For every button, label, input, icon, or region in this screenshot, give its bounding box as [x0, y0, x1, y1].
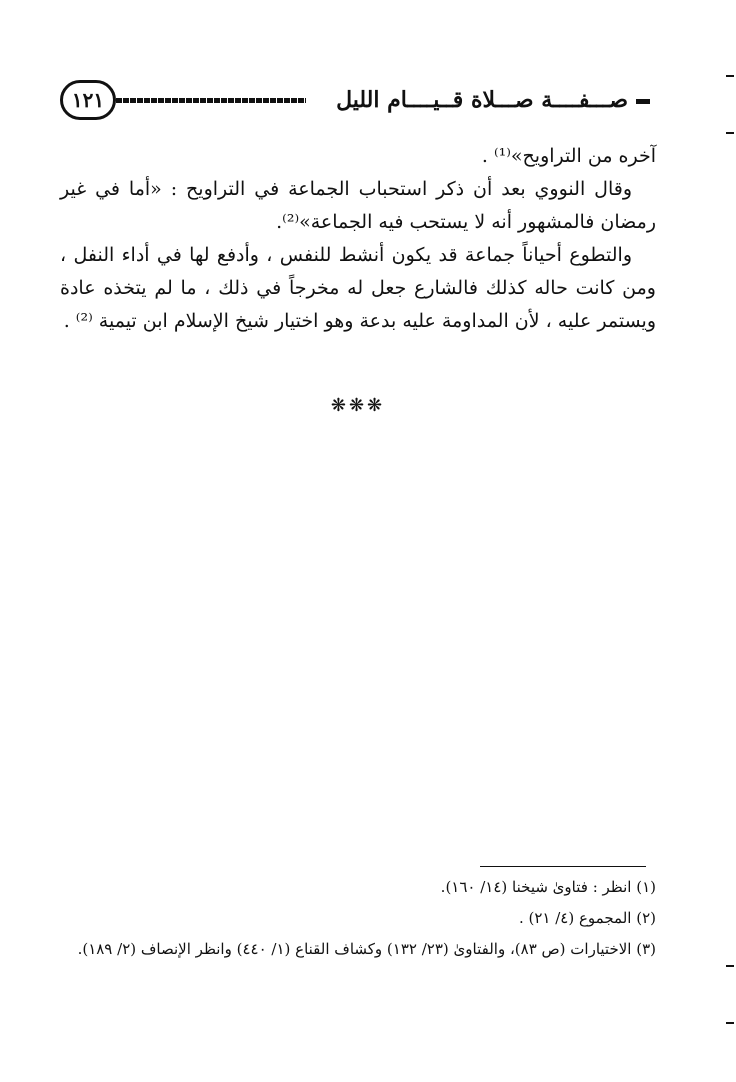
footnote: (٢) المجموع (٤/ ٢١) . — [518, 909, 656, 927]
running-title — [310, 82, 650, 118]
margin-mark — [726, 965, 734, 967]
footnotes — [60, 872, 656, 965]
margin-mark — [726, 75, 734, 77]
margin-mark — [726, 132, 734, 134]
page-header — [60, 80, 656, 122]
paragraph: آخره من التراويح»⁽¹⁾ . — [481, 145, 656, 167]
title-dash-icon — [636, 99, 650, 104]
margin-mark — [726, 1022, 734, 1024]
footnote-divider — [480, 866, 646, 867]
paragraph: والتطوع أحياناً جماعة قد يكون أنشط للنفس ، وأدفع لها في أداء النفل ، ومن كانت حاله كذلك فالشارع جعل له مخرجاً في ذلك ، ما لم يتخذه عادة ويستمر عليه ، لأن المداومة عليه بدعة وهو اختيار شيخ الإسلام ابن تيمية ⁽²⁾ . — [60, 244, 656, 332]
running-title-text: صـــفــــة صـــلاة قــيــــام الليل — [336, 87, 628, 113]
paragraph: وقال النووي بعد أن ذكر استحباب الجماعة في التراويح : «أما في غير رمضان فالمشهور أنه لا يستحب فيه الجماعة»⁽²⁾. — [60, 178, 656, 233]
footnote: (١) انظر : فتاوىٰ شيخنا (١٤/ ١٦٠). — [440, 878, 656, 896]
footnote: (٣) الاختيارات (ص ٨٣)، والفتاوىٰ (٢٣/ ١٣٢) وكشاف القناع (١/ ٤٤٠) وانظر الإنصاف (٢/ ١٨٩). — [77, 940, 656, 958]
page-number: ١٢١ — [60, 80, 116, 120]
section-separator: ❋❋❋ — [330, 395, 386, 416]
main-text — [60, 140, 656, 338]
header-decorative-rule — [116, 98, 306, 103]
